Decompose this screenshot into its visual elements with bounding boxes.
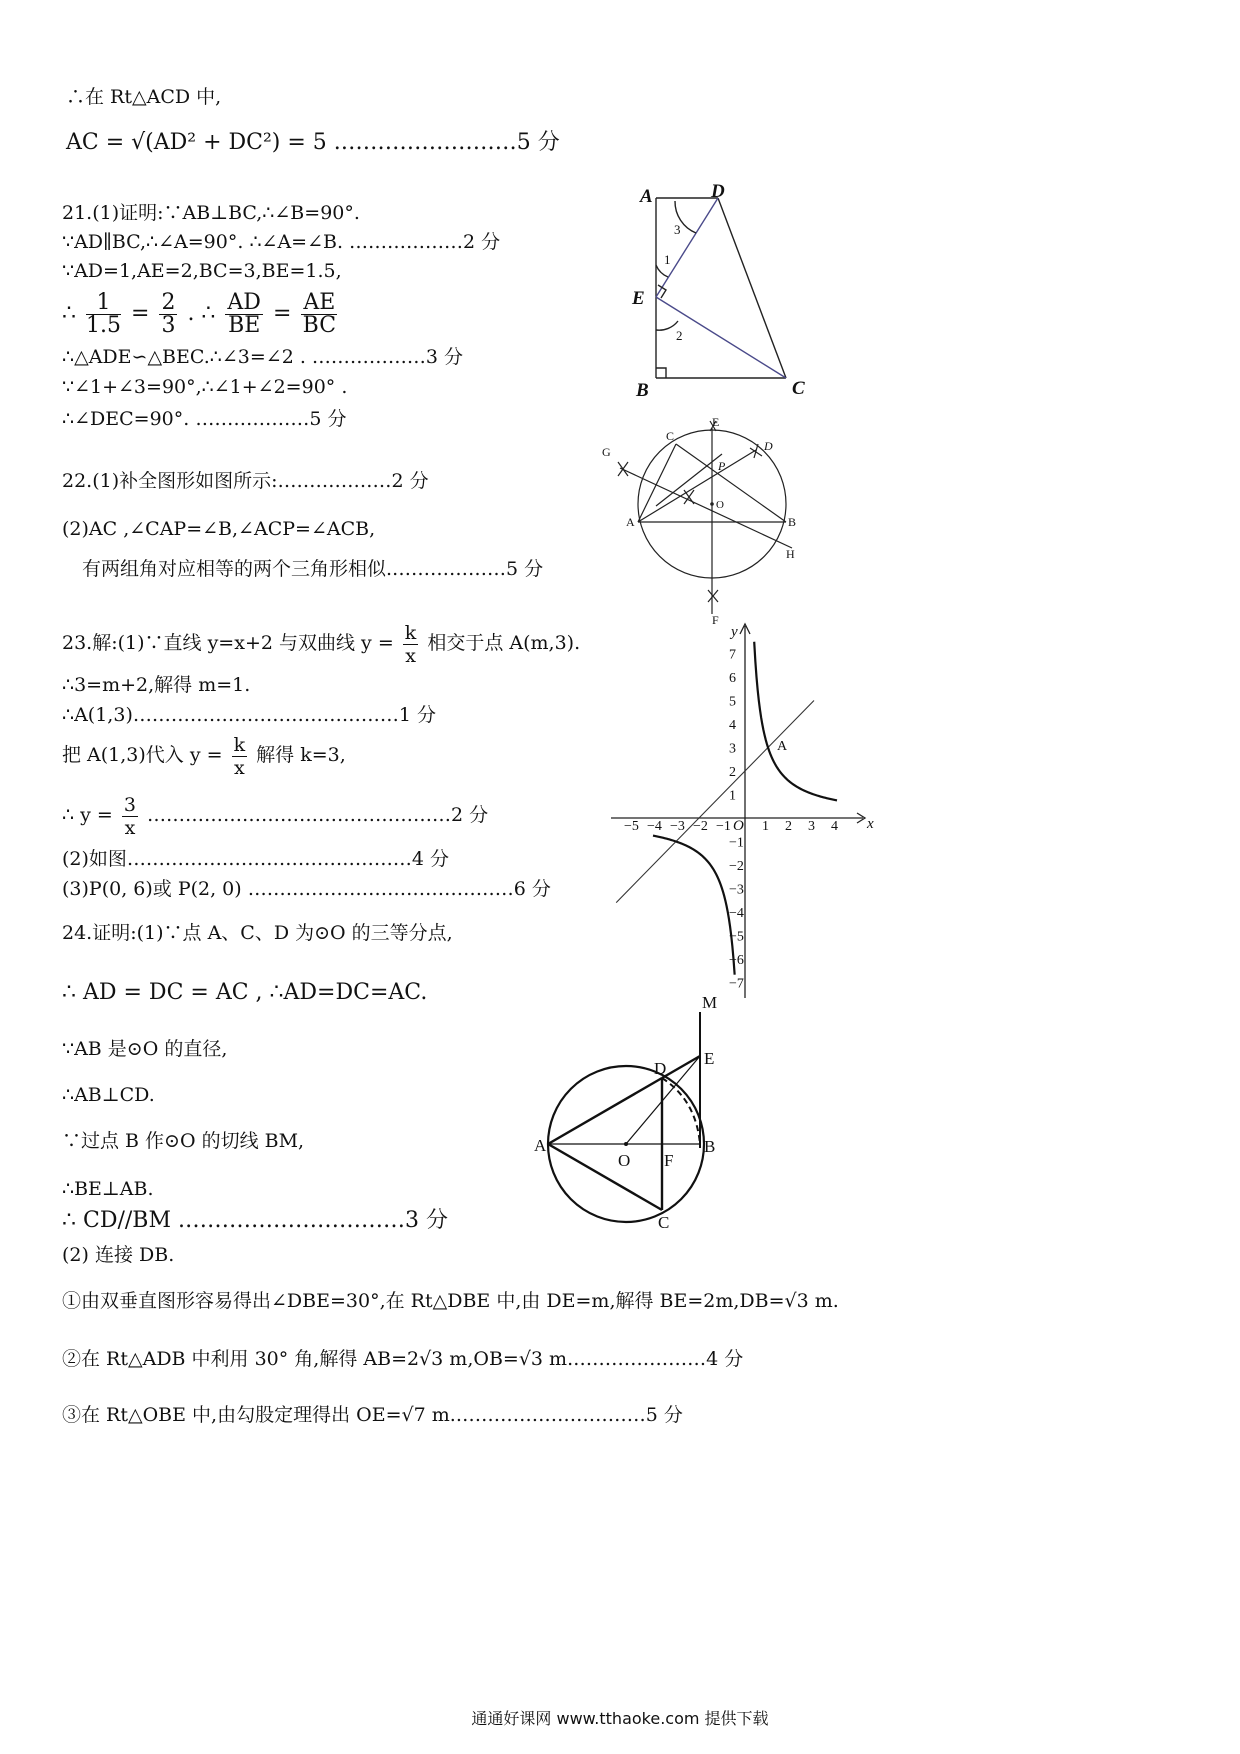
y-tick-label: −7: [729, 976, 744, 992]
angle-label-3: 3: [674, 222, 681, 237]
figure-q22-circle-construction: [600, 415, 810, 627]
frac-den: x: [234, 756, 245, 779]
fraction-2-over-3: [159, 289, 177, 338]
label-f: F: [712, 613, 719, 627]
x-tick-label: −4: [647, 819, 662, 834]
y-axis-label: y: [731, 624, 738, 640]
q21-fraction-line: [62, 290, 340, 338]
therefore: . ∴: [187, 301, 216, 326]
eq: =: [272, 301, 292, 326]
q24-equal-arcs: ∴ AD = DC = AC , ∴AD=DC=AC.: [62, 980, 428, 1005]
y-tick-label: −4: [729, 906, 744, 921]
y-tick-label: 4: [729, 718, 736, 733]
q23-ylabel: y =: [361, 632, 394, 654]
x-tick-label: 3: [808, 819, 815, 834]
q21-line-3: ∵AD=1,AE=2,BC=3,BE=1.5,: [62, 260, 342, 282]
q22-heading: 22.(1)补全图形如图所示:………………2 分: [62, 470, 429, 492]
label-a: A: [640, 186, 653, 207]
q21-line-2: ∵AD∥BC,∴∠A=90°. ∴∠A=∠B. ………………2 分: [62, 231, 501, 253]
label-m: M: [702, 993, 718, 1012]
eq: =: [131, 301, 150, 326]
q23-heading: [62, 618, 580, 668]
sub-ylabel: y =: [189, 744, 223, 766]
frac-num: AD: [227, 289, 261, 315]
label-b: B: [788, 515, 797, 529]
label-e: E: [704, 1049, 715, 1068]
fraction-k-over-x: [403, 622, 419, 667]
q23-prefix: 23.解:(1)∵直线 y=x+2 与双曲线: [62, 632, 355, 654]
x-tick-label: 4: [831, 819, 838, 834]
sub-prefix: 把 A(1,3)代入: [62, 744, 184, 766]
fraction-3-over-x: [122, 794, 138, 839]
frac-num: AE: [303, 289, 336, 315]
y-tick-label: 5: [729, 694, 736, 710]
label-d: D: [711, 181, 725, 202]
hyperbola-branch-q1: [754, 642, 837, 801]
q24-step2: ②在 Rt△ADB 中利用 30° 角,解得 AB=2√3 m,OB=√3 m.…………………4 分: [62, 1348, 744, 1370]
label-b: B: [636, 380, 649, 401]
q23-substitute: [62, 730, 346, 780]
figure-q24-circle-tangent: [530, 990, 750, 1240]
q23-part2: (2)如图………………………………………4 分: [62, 848, 450, 870]
frac-num: 3: [123, 793, 136, 816]
q24-step3: ③在 Rt△OBE 中,由勾股定理得出 OE=√7 m.…………………………5 分: [62, 1404, 683, 1426]
frac-den: x: [124, 816, 136, 839]
line-ac-value: AC = √(AD² + DC²) = 5 .……………………5 分: [66, 130, 560, 155]
label-d: D: [764, 439, 773, 453]
label-g: G: [602, 445, 611, 459]
q23-result: [62, 790, 488, 840]
result-ylabel: y =: [80, 804, 113, 826]
q24-heading: 24.证明:(1)∵点 A、C、D 为⊙O 的三等分点,: [62, 922, 453, 944]
sub-suffix: 解得 k=3,: [256, 744, 346, 766]
result-suffix: …………………………………………2 分: [147, 804, 489, 826]
line-conclusion-acd: ∴在 Rt△ACD 中,: [66, 86, 222, 108]
y-tick-label: 3: [729, 741, 736, 757]
q21-heading: 21.(1)证明:∵AB⊥BC,∴∠B=90°.: [62, 202, 360, 224]
frac-den: 3: [161, 312, 176, 338]
origin-label: O: [733, 818, 744, 834]
x-tick-label: 1: [762, 819, 769, 834]
q24-perp-cd: ∴AB⊥CD.: [62, 1084, 155, 1106]
q23-suffix: 相交于点 A(m,3).: [427, 632, 581, 654]
q24-step1: ①由双垂直图形容易得出∠DBE=30°,在 Rt△DBE 中,由 DE=m,解得 BE=2m,DB=√3 m.: [62, 1290, 839, 1312]
q23-point-a: ∴A(1,3)……………………………………1 分: [62, 704, 436, 726]
q22-reason: 有两组角对应相等的两个三角形相似.………………5 分: [82, 558, 544, 580]
q21-conclusion: ∴∠DEC=90°. ………………5 分: [62, 408, 347, 430]
q24-perp-be: ∴BE⊥AB.: [62, 1178, 154, 1200]
q24-diameter: ∵AB 是⊙O 的直径,: [62, 1038, 228, 1060]
angle-label-1: 1: [664, 252, 671, 267]
q24-parallel: ∴ CD//BM .…………………………3 分: [62, 1208, 448, 1233]
frac-prefix: ∴: [62, 301, 76, 326]
label-e: E: [632, 288, 645, 309]
x-tick-label: −1: [716, 819, 731, 834]
label-a: A: [534, 1136, 547, 1155]
figure-q23-graph: [605, 618, 875, 1003]
frac-den: 1.5: [86, 312, 121, 338]
label-c: C: [666, 429, 675, 443]
x-tick-label: −2: [693, 819, 708, 834]
x-tick-label: −3: [670, 819, 685, 834]
frac-num: k: [233, 733, 246, 756]
q24-part2: (2) 连接 DB.: [62, 1244, 175, 1266]
frac-den: BE: [228, 312, 261, 338]
label-c: C: [792, 378, 805, 399]
label-a: A: [626, 515, 635, 529]
x-tick-label: 2: [785, 819, 792, 834]
hyperbola-branch-q3: [653, 836, 735, 975]
label-d: D: [654, 1059, 667, 1078]
label-f: F: [664, 1151, 674, 1170]
q24-tangent: ∵过点 B 作⊙O 的切线 BM,: [62, 1130, 305, 1152]
label-o: O: [618, 1151, 631, 1170]
frac-den: BC: [302, 312, 337, 338]
fraction-ad-over-be: [225, 289, 263, 338]
center-dot: [624, 1142, 628, 1146]
y-tick-label: −3: [729, 882, 744, 898]
label-e: E: [712, 415, 720, 429]
frac-den: x: [405, 644, 416, 667]
y-tick-label: 1: [729, 788, 736, 804]
y-tick-label: 2: [729, 765, 736, 780]
fraction-k-over-x: [232, 734, 248, 779]
label-h: H: [786, 547, 795, 561]
frac-num: 2: [161, 289, 176, 315]
point-a-label: A: [777, 739, 788, 754]
y-tick-label: −5: [729, 929, 744, 945]
q21-angle-sum: ∵∠1+∠3=90°,∴∠1+∠2=90° .: [62, 376, 348, 398]
y-tick-label: −2: [729, 859, 744, 874]
label-p: P: [718, 459, 726, 473]
y-tick-label: −6: [729, 953, 744, 968]
q21-similar: ∴△ADE∽△BEC.∴∠3=∠2 . ………………3 分: [62, 346, 464, 368]
y-tick-label: −1: [729, 835, 744, 851]
q22-part2: (2)AC ,∠CAP=∠B,∠ACP=∠ACB,: [62, 518, 376, 540]
frac-num: 1: [86, 292, 121, 315]
x-tick-label: −5: [624, 819, 639, 834]
result-prefix: ∴: [62, 804, 75, 826]
fraction-1-over-1.5: [86, 289, 121, 338]
x-axis-label: x: [867, 816, 874, 832]
y-tick-label: 6: [729, 671, 736, 686]
label-c: C: [658, 1213, 670, 1232]
angle-label-2: 2: [676, 328, 683, 343]
q23-part3: (3)P(0, 6)或 P(2, 0) ……………………………………6 分: [62, 878, 551, 900]
label-b: B: [704, 1137, 716, 1156]
fraction-ae-over-bc: [301, 289, 337, 338]
label-o: O: [716, 499, 724, 511]
figure-q21-trapezoid: [620, 180, 830, 410]
page-footer: 通通好课网 www.tthaoke.com 提供下载: [471, 1709, 769, 1728]
q23-solve-m: ∴3=m+2,解得 m=1.: [62, 674, 251, 696]
y-tick-label: 7: [729, 647, 736, 663]
frac-num: k: [404, 621, 417, 644]
center-dot: [710, 502, 714, 506]
